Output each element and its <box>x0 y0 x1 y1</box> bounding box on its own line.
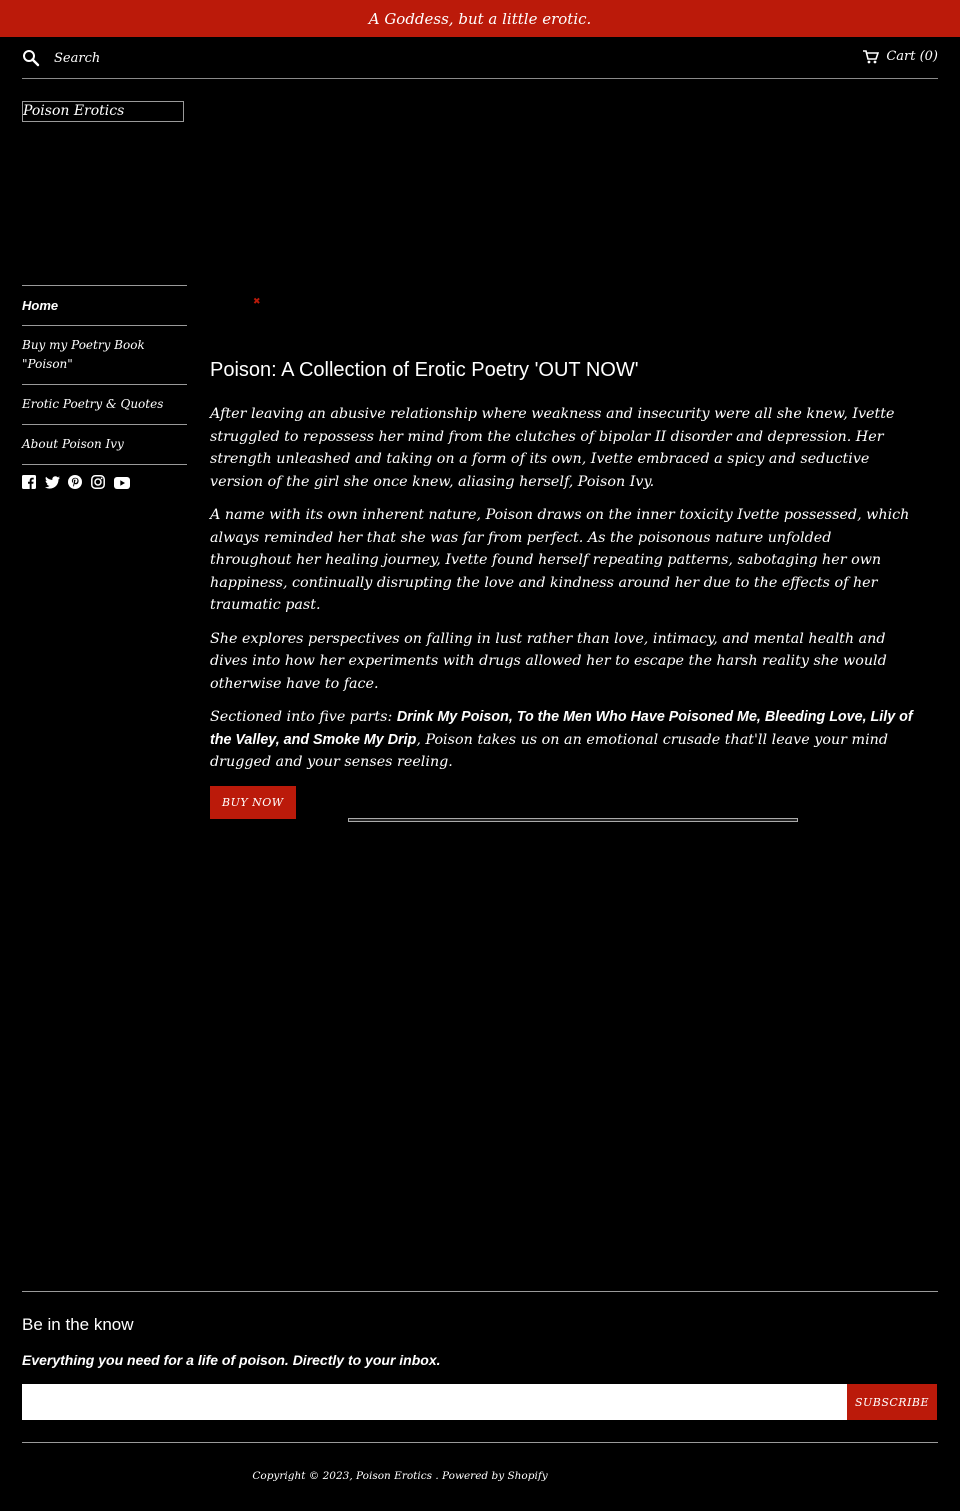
sidebar-nav <box>22 285 187 465</box>
broken-image-icon: ✖ <box>253 297 261 307</box>
top-bar <box>22 37 938 79</box>
twitter-icon[interactable] <box>45 474 59 488</box>
cart-icon <box>863 50 879 64</box>
search-icon[interactable] <box>22 49 40 67</box>
email-field[interactable] <box>22 1384 847 1420</box>
sidebar-item-buy-book[interactable]: Buy my Poetry Book "Poison" <box>22 338 145 371</box>
site-logo[interactable] <box>22 101 184 122</box>
logo-text: Poison Erotics <box>23 103 125 119</box>
sidebar-item-about[interactable]: About Poison Ivy <box>22 437 124 451</box>
description-paragraph: A name with its own inherent nature, Poison draws on the inner toxicity Ivette possessed, which always reminded her that she was far from perfect. As the poisonous nature unfolded throughout her healing journey, Ivette found herself repeating patterns, sabotaging her own happiness, continually disrupting the love and kindness around her due to the effects of her traumatic past. <box>210 507 910 613</box>
footer-divider <box>22 1442 938 1443</box>
search-form <box>22 49 274 67</box>
sidebar-item-erotic-poetry[interactable]: Erotic Poetry & Quotes <box>22 397 164 411</box>
pinterest-icon[interactable] <box>68 474 82 488</box>
page-title: Poison: A Collection of Erotic Poetry 'OUT NOW' <box>210 359 639 381</box>
announcement-text: A Goddess, but a little erotic. <box>368 9 592 28</box>
announcement-bar <box>0 0 960 37</box>
nav-divider <box>22 464 187 465</box>
instagram-icon[interactable] <box>91 474 105 488</box>
sections-list: Drink My Poison, To the Men Who Have Poisoned Me, Bleeding Love, Lily of the Valley, and Smoke My Drip <box>210 709 913 748</box>
cart-label: Cart (0) <box>886 49 938 64</box>
social-links <box>22 474 128 488</box>
facebook-icon[interactable] <box>22 474 36 488</box>
sections-suffix: , Poison takes us on an emotional crusade that'll leave your mind drugged and your senses reeling. <box>210 731 889 770</box>
description-paragraph: She explores perspectives on falling in lust rather than love, intimacy, and mental health and dives into how her experiments with drugs allowed her to escape the harsh reality she would otherwise have to face. <box>210 630 887 692</box>
embed-scrollbar[interactable] <box>348 818 798 822</box>
description-paragraph: After leaving an abusive relationship where weakness and insecurity were all she knew, Ivette struggled to repossess her mind from the clutches of bipolar II disorder and depression. Her strength unleashed and taking on a form of its own, Ivette embraced a spicy and seductive version of the girl she once knew, aliasing herself, Poison Ivy. <box>210 406 895 490</box>
sidebar-item-home[interactable]: Home <box>22 298 59 313</box>
search-input[interactable] <box>54 51 274 66</box>
copyright-text: Copyright © 2023, Poison Erotics . Powered by Shopify <box>252 1470 548 1482</box>
newsletter-title: Be in the know <box>22 1315 134 1334</box>
footer-divider <box>22 1291 938 1292</box>
buy-now-button[interactable]: BUY NOW <box>210 786 296 819</box>
youtube-icon[interactable] <box>114 474 128 488</box>
sections-prefix: Sectioned into five parts: <box>210 709 397 725</box>
description-paragraph <box>210 706 916 774</box>
subscribe-button[interactable]: SUBSCRIBE <box>847 1384 937 1420</box>
newsletter-text: Everything you need for a life of poison. Directly to your inbox. <box>22 1352 441 1368</box>
cart-link[interactable] <box>863 49 938 64</box>
main-content <box>210 357 916 819</box>
